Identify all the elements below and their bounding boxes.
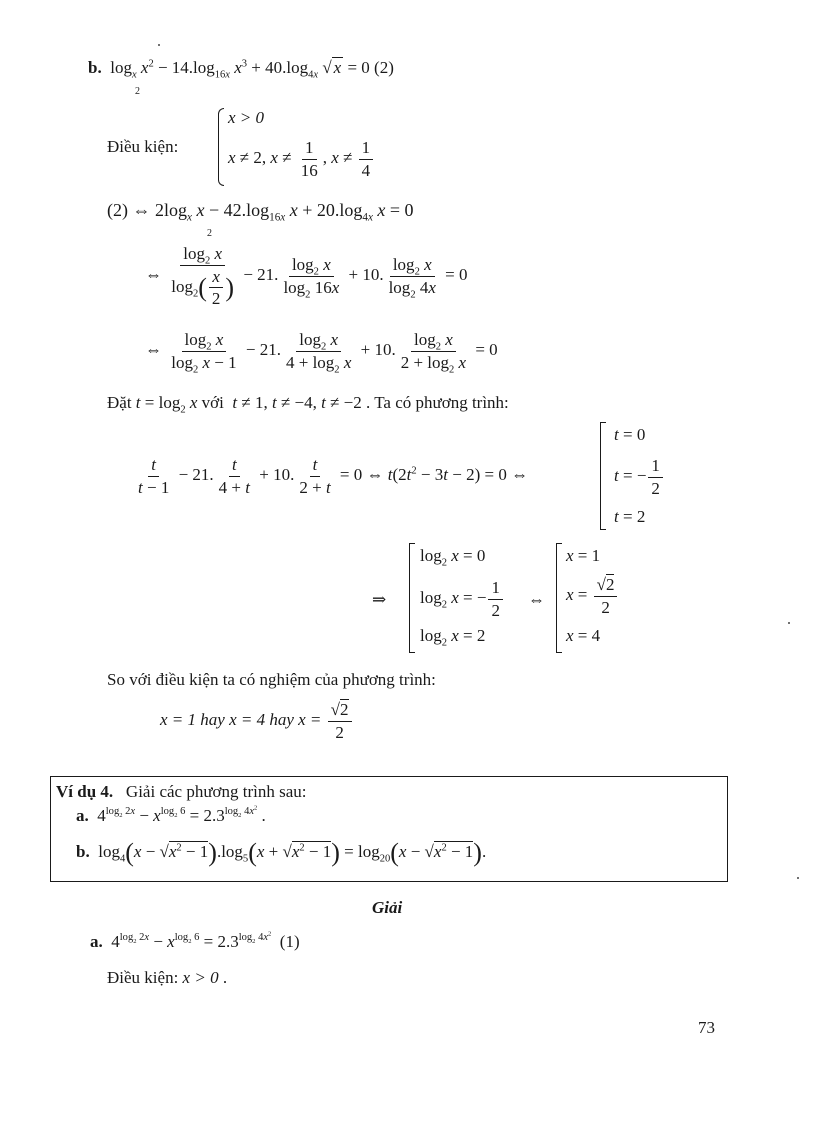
solution-a-equation: a. $4^{log_2 2x} - x^{log_2 6} = 2.3^{log_2 4x^2}$ (1) (90, 930, 300, 951)
example-a-equation: a. $4^{log_2 2x} - x^{log_2 6} = 2.3^{log_2 4x^2}$ . (76, 804, 266, 825)
example-b-equation: b. $\log_4(x - √x^2 - 1).\log_5(x + √x^2 - 1) = \log_{20}(x - √x^2 - 1)$. (76, 838, 487, 867)
implies-arrow: ⇒ (372, 590, 387, 609)
condition-label: Điều kiện: (107, 137, 179, 156)
example-label: Ví dụ 4. (56, 782, 114, 801)
x-solution-2: x = $\frac{√2}{2}$ (566, 575, 619, 617)
log-base-fraction-2b: 2 (207, 228, 212, 239)
example-4-heading (56, 782, 307, 802)
part-b-equation: b. $\log_x x^2 - 14.\log_{16x}$ $x^3 + 40.\log_{4x}$ √ x = 0 (2) (88, 58, 394, 81)
equivalent-arrow: ⇔ (528, 590, 545, 609)
substitution-tail: . Ta có phương trình: (366, 393, 509, 412)
solution-condition-value: x > 0 (182, 968, 219, 987)
equation-number-2: (2) (374, 58, 394, 77)
x-solution-1: x = 1 (566, 546, 601, 565)
example-a-label: a. (76, 806, 89, 825)
transform-line-3: ⇔ $\frac{\log_2 x}{\log_2 x - 1}$ − 21. $\frac{\log_2 x}{4 + \log_2 x}$ + 10. $\frac{\log_2 x}{2 + \log_2 x}$ = 0 (145, 330, 498, 375)
solution-heading: Giải (372, 898, 403, 917)
condition-line-1: x > 0 (228, 108, 265, 127)
substitution-mid: với (201, 393, 224, 412)
t-solutions-bracket (600, 422, 606, 530)
x-solutions-bracket (556, 543, 562, 653)
part-b-label: b. (88, 58, 102, 77)
log-solution-1: $\log_2 x = 0$ (420, 546, 486, 569)
page-number: 73 (698, 1018, 715, 1037)
t-equation: $\frac{t}{t - 1}$ − 21. $\frac{t}{4 + t}$ + 10. $\frac{t}{2 + t}$ = 0 ⇔ $t(2t^2 - 3t - 2) = 0$ ⇔ (138, 455, 529, 497)
sqrt-x: √ x (322, 58, 342, 77)
solution-condition-label: Điều kiện: (107, 968, 179, 987)
log-solution-3: $\log_2 x = 2$ (420, 626, 486, 649)
t-solution-2: t = − $\frac{1}{2}$ (614, 456, 665, 498)
substitution-line: Đặt $t = \log_2 x$ với t ≠ 1, t ≠ −4, t ≠ −2 . Ta có phương trình: (107, 393, 509, 416)
t-solution-3: t = 2 (614, 507, 646, 526)
condition-brace (218, 108, 224, 186)
x-solution-3: x = 4 (566, 626, 601, 645)
log-solution-2: $\log_2 x$ = − $\frac{1}{2}$ (420, 578, 505, 620)
final-solutions-text: x = 1 hay x = 4 hay x = (160, 709, 322, 729)
conclusion-text: So với điều kiện ta có nghiệm của phương trình: (107, 670, 436, 689)
transform-line-1: (2) ⇔ $2\log_x$ $x - 42.\log_{16x}$ $x + 20.\log_{4x}$ x = 0 (107, 200, 414, 224)
log-solutions-bracket (409, 543, 415, 653)
example-prompt: Giải các phương trình sau: (125, 782, 307, 801)
scan-dot (158, 44, 160, 46)
transform-line-2: ⇔ $\log_2 x$ $\log_2$( $\frac{x}{2}$ ) − 21. $\frac{\log_2 x}{\log_2 16x}$ + 10. $\frac{\log_2 x}{\log_2 4x}$ = 0 (145, 244, 468, 309)
condition-line-2: x ≠ 2, x ≠ $\frac{1}{16}$ , x ≠ $\frac{1}{4}$ (228, 138, 375, 180)
solution-a-label: a. (90, 932, 103, 951)
substitution-text: Đặt (107, 393, 132, 412)
solution-equation-number: (1) (279, 932, 300, 951)
t-solution-1: t = 0 (614, 425, 646, 444)
scan-dot (797, 877, 799, 879)
scan-dot (788, 622, 790, 624)
example-b-label: b. (76, 841, 90, 861)
final-solutions: x = 1 hay x = 4 hay x = $\frac{√2}{2}$ (160, 700, 354, 742)
solution-condition: Điều kiện: x > 0 . (107, 968, 228, 987)
log-base-fraction-2: 2 (135, 86, 140, 97)
